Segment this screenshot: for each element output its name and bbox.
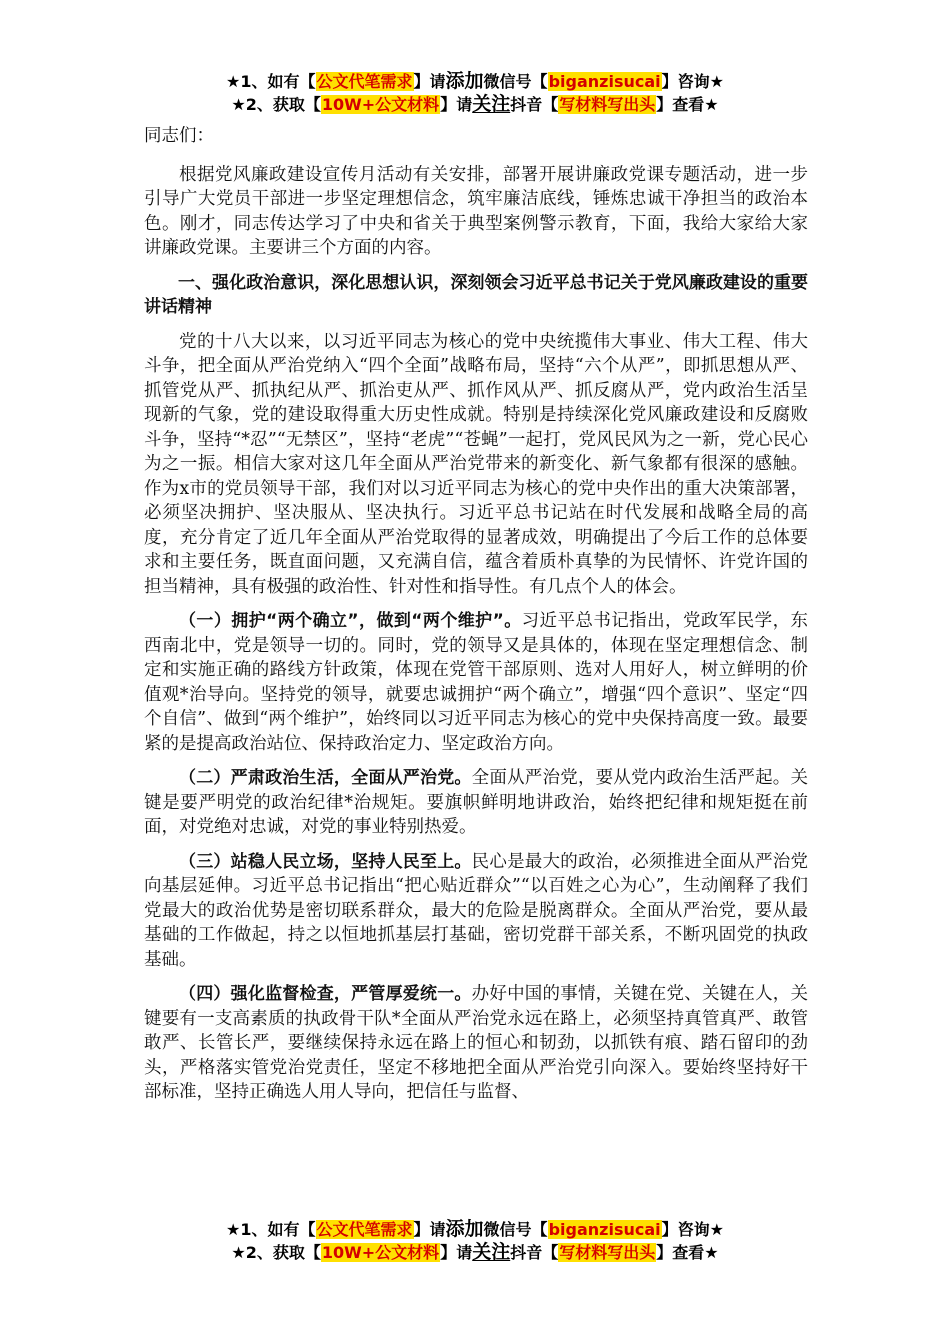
banner-text: ★2、获取【	[231, 1243, 321, 1262]
banner-bottom	[0, 1218, 950, 1264]
highlight-douyin-account: 写材料写出头	[559, 95, 656, 114]
item-title-1: （一）拥护“两个确立”，做到“两个维护”。	[179, 611, 522, 631]
section-paragraph-1: 党的十八大以来，以习近平同志为核心的党中央统揽伟大事业、伟大工程、伟大斗争，把全面从严治党纳入“四个全面”战略布局，坚持“六个从严”，即抓思想从严、抓管党从严、抓执纪从严、抓治吏从严、抓作风从严、抓反腐从严，党内政治生活呈现新的气象，党的建设取得重大历史性成就。特别是持续深化党风廉政建设和反腐败斗争，坚持“*忍”“无禁区”，坚持“老虎”“苍蝇”一起打，党风民风为之一新，党心民心为之一振。相信大家对这几年全面从严治党带来的新变化、新气象都有很深的感触。作为x市的党员领导干部，我们对以习近平同志为核心的党中央作出的重大决策部署，必须坚决拥护、坚决服从、坚决执行。习近平总书记站在时代发展和战略全局的高度，充分肯定了近几年全面从严治党取得的显著成效，明确提出了今后工作的总体要求和主要任务，既直面问题，又充满自信，蕴含着质朴真挚的为民情怀、许党许国的担当精神，具有极强的政治性、针对性和指导性。有几点个人的体会。	[144, 331, 808, 597]
banner-text: ★1、如有【	[226, 72, 316, 91]
item-title-4: （四）强化监督检查，严管厚爱统一。	[179, 984, 472, 1004]
banner-emphasis: 添加	[445, 1218, 484, 1240]
item-title-2: （二）严肃政治生活，全面从严治党。	[179, 768, 472, 788]
banner-text: ★1、如有【	[226, 1220, 316, 1239]
highlight-douyin-account: 写材料写出头	[559, 1243, 656, 1262]
document-body	[144, 124, 808, 1115]
banner-text: 】查看★	[656, 95, 719, 114]
banner-text: 】请	[440, 95, 473, 114]
intro-paragraph: 根据党风廉政建设宣传月活动有关安排，部署开展讲廉政党课专题活动，进一步引导广大党员干部进一步坚定理想信念，筑牢廉洁底线，锤炼忠诚干净担当的政治本色。刚才，同志传达学习了中央和省关于典型案例警示教育，下面，我给大家给大家讲廉政党课。主要讲三个方面的内容。	[144, 164, 808, 258]
item-paragraph-4	[144, 982, 808, 1105]
highlight-materials: 10W+公文材料	[321, 95, 440, 114]
highlight-materials: 10W+公文材料	[321, 1243, 440, 1262]
greeting: 同志们：	[144, 126, 214, 146]
highlight-service: 公文代笔需求	[316, 1220, 413, 1239]
banner-text: 】请	[440, 1243, 473, 1262]
item-paragraph-1	[144, 609, 808, 756]
section-heading-1: 一、强化政治意识，深化思想认识，深刻领会习近平总书记关于党风廉政建设的重要讲话精神	[144, 272, 808, 317]
banner-text: ★2、获取【	[231, 95, 321, 114]
highlight-wechat-id: biganzisucai	[548, 72, 661, 91]
highlight-wechat-id: biganzisucai	[548, 1220, 661, 1239]
banner-text: 微信号【	[483, 72, 548, 91]
banner-text: 】查看★	[656, 1243, 719, 1262]
banner-line-1	[0, 70, 950, 93]
highlight-service: 公文代笔需求	[316, 72, 413, 91]
banner-text: 】咨询★	[661, 1220, 724, 1239]
banner-text: 抖音【	[510, 95, 559, 114]
banner-line-2	[0, 93, 950, 116]
banner-top	[0, 70, 950, 116]
item-text-1: 习近平总书记指出，党政军民学，东西南北中，党是领导一切的。同时，党的领导又是具体的，体现在坚定理想信念、制定和实施正确的路线方针政策，体现在党管干部原则、选对人用好人，树立鲜明的价值观*治导向。坚持党的领导，就要忠诚拥护“两个确立”，增强“四个意识”、坚定“四个自信”、做到“两个维护”，始终同以习近平同志为核心的党中央保持高度一致。最要紧的是提高政治站位、保持政治定力、坚定政治方向。	[144, 611, 808, 754]
item-text-3: 民心是最大的政治，必须推进全面从严治党向基层延伸。习近平总书记指出“把心贴近群众”“以百姓之心为心”，生动阐释了我们党最大的政治优势是密切联系群众，最大的危险是脱离群众。全面从严治党，要从最基础的工作做起，持之以恒地抓基层打基础，密切党群干部关系，不断巩固党的执政基础。	[144, 851, 809, 970]
item-paragraph-2	[144, 766, 808, 840]
item-title-3: （三）站稳人民立场，坚持人民至上。	[179, 851, 472, 872]
banner-text: 微信号【	[483, 1220, 548, 1239]
banner-text: 】咨询★	[661, 72, 724, 91]
banner-text: 】请	[413, 72, 446, 91]
banner-emphasis: 关注	[472, 1241, 511, 1263]
banner-line-2	[0, 1241, 950, 1264]
item-text-2: 全面从严治党，要从党内政治生活严起。关键是要严明党的政治纪律*治规矩。要旗帜鲜明地讲政治，始终把纪律和规矩挺在前面，对党绝对忠诚，对党的事业特别热爱。	[144, 768, 809, 837]
banner-emphasis: 添加	[445, 70, 484, 92]
item-paragraph-3	[144, 850, 808, 973]
banner-line-1	[0, 1218, 950, 1241]
item-text-4: 办好中国的事情，关键在党、关键在人，关键要有一支高素质的执政骨干队*全面从严治党永远在路上，必须坚持真管真严、敢管敢严、长管长严，要继续保持永远在路上的恒心和韧劲，以抓铁有痕、踏石留印的劲头，严格落实管党治党责任，坚定不移地把全面从严治党引向深入。要始终坚持好干部标准，坚持正确选人用人导向，把信任与监督、	[144, 984, 809, 1102]
banner-text: 抖音【	[510, 1243, 559, 1262]
banner-text: 】请	[413, 1220, 446, 1239]
banner-emphasis: 关注	[472, 93, 511, 115]
